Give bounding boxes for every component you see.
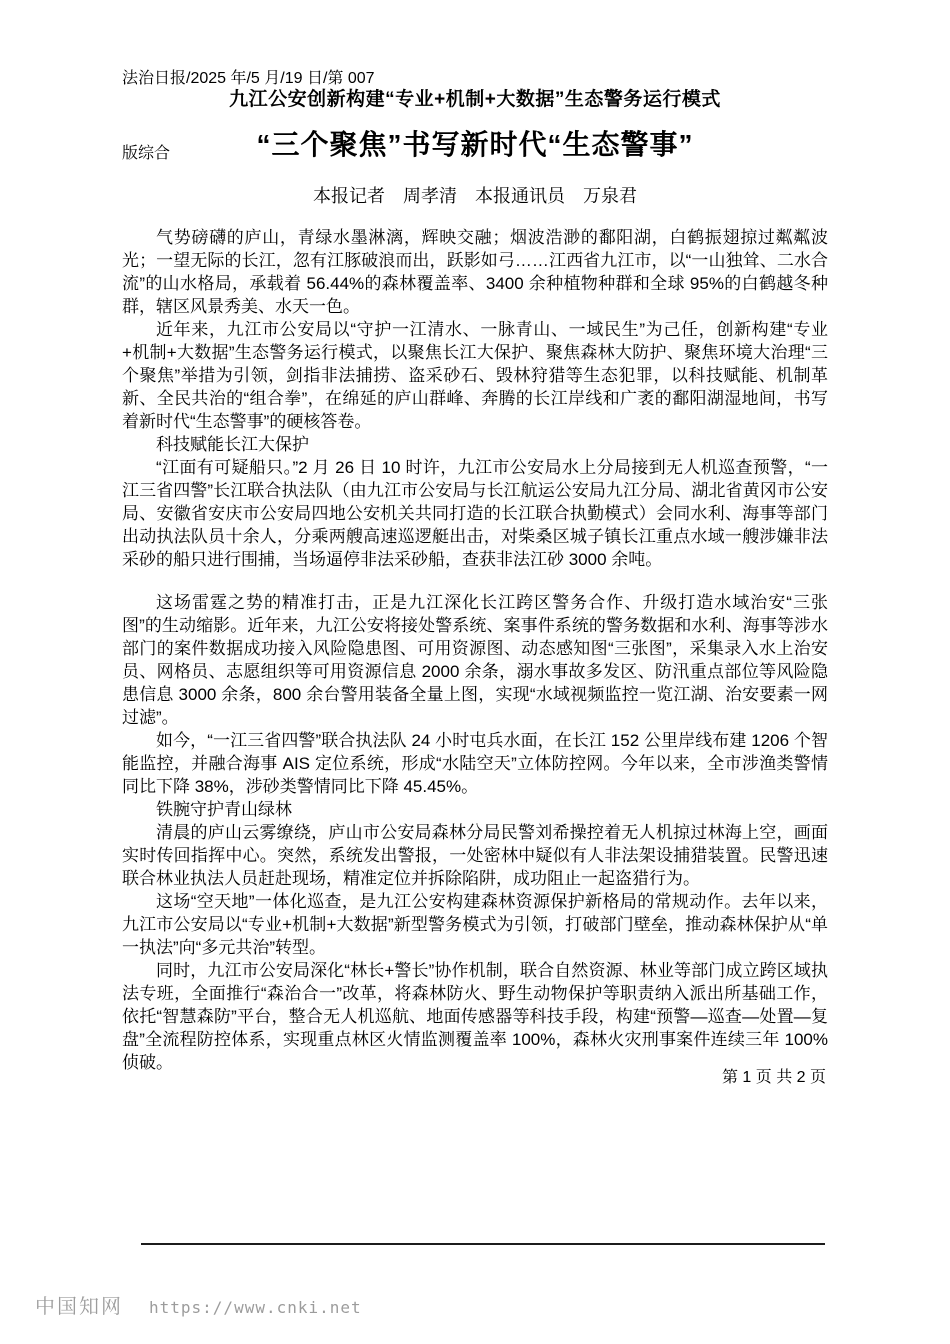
paragraph: 清晨的庐山云雾缭绕，庐山市公安局森林分局民警刘希操控着无人机掠过林海上空，画面实时传回指挥中心。突然，系统发出警报，一处密林中疑似有人非法架设捕猎装置。民警迅速联合林业执法人员赶赴现场，精准定位并拆除陷阱，成功阻止一起盗猎行为。 bbox=[122, 823, 828, 888]
article-body bbox=[122, 226, 828, 1074]
page-indicator: 第 1 页 共 2 页 bbox=[721, 1069, 826, 1086]
cnki-url: https://www.cnki.net bbox=[149, 1298, 362, 1317]
cnki-brand: 中国知网 bbox=[35, 1296, 123, 1318]
cnki-watermark bbox=[35, 1290, 362, 1319]
paragraph: 如今，“一江三省四警”联合执法队 24 小时屯兵水面，在长江 152 公里岸线布建 1206 个智能监控，并融合海事 AIS 定位系统，形成“水陆空天”立体防控网。今年以来，全市涉渔类警情同比下降 38%，涉砂类警情同比下降 45.45%。 bbox=[122, 731, 828, 796]
paragraph: 近年来，九江市公安局以“守护一江清水、一脉青山、一域民生”为己任，创新构建“专业+机制+大数据”生态警务运行模式，以聚焦长江大保护、聚焦森林大防护、聚焦环境大治理“三个聚焦”举措为引领，剑指非法捕捞、盗采砂石、毁林狩猎等生态犯罪，以科技赋能、机制革新、全民共治的“组合拳”，在绵延的庐山群峰、奔腾的长江岸线和广袤的鄱阳湖湿地间，书写着新时代“生态警事”的硬核答卷。 bbox=[122, 320, 828, 431]
paragraph: “江面有可疑船只。”2 月 26 日 10 时许，九江市公安局水上分局接到无人机巡查预警，“一江三省四警”长江联合执法队（由九江市公安局与长江航运公安局九江分局、湖北省黄冈市公安局、安徽省安庆市公安局四地公安机关共同打造的长江联合执勤模式）会同水利、海事等部门出动执法队员十余人，分乘两艘高速巡逻艇出击，对柴桑区城子镇长江重点水域一艘涉嫌非法采砂的船只进行围捕，当场逼停非法采砂船，查获非法江砂 3000 余吨。 bbox=[122, 458, 828, 569]
footer-divider bbox=[141, 1243, 825, 1245]
paragraph: 气势磅礴的庐山，青绿水墨淋漓，辉映交融；烟波浩渺的鄱阳湖，白鹤振翅掠过粼粼波光；一望无际的长江，忽有江豚破浪而出，跃影如弓……江西省九江市，以“一山独耸、二水合流”的山水格局，承载着 56.44%的森林覆盖率、3400 余种植物种群和全球 95%的白鹤越冬种群，辖区风景秀美、水天一色。 bbox=[122, 228, 828, 316]
section-heading: 科技赋能长江大保护 bbox=[156, 435, 309, 454]
paragraph: 这场“空天地”一体化巡查，是九江公安构建森林资源保护新格局的常规动作。去年以来，九江市公安局以“专业+机制+大数据”新型警务模式为引领，打破部门壁垒，推动森林保护从“单一执法”向“多元共治”转型。 bbox=[122, 892, 828, 957]
newspaper-source-line1: 法治日报/2025 年/5 月/19 日/第 007 bbox=[122, 70, 375, 87]
article-title: “三个聚焦”书写新时代“生态警事” bbox=[256, 129, 694, 160]
newspaper-source-line2: 版综合 bbox=[122, 145, 171, 162]
section-heading: 铁腕守护青山绿林 bbox=[156, 800, 292, 819]
paragraph: 同时，九江市公安局深化“林长+警长”协作机制，联合自然资源、林业等部门成立跨区域执法专班，全面推行“森治合一”改革，将森林防火、野生动物保护等职责纳入派出所基础工作，依托“智慧森防”平台，整合无人机巡航、地面传感器等科技手段，构建“预警—巡查—处置—复盘”全流程防控体系，实现重点林区火情监测覆盖率 100%，森林火灾刑事案件连续三年 100%侦破。 bbox=[122, 961, 828, 1072]
kicker-title: 九江公安创新构建“专业+机制+大数据”生态警务运行模式 bbox=[229, 89, 721, 110]
paragraph: 这场雷霆之势的精准打击，正是九江深化长江跨区警务合作、升级打造水域治安“三张图”的生动缩影。近年来，九江公安将接处警系统、案事件系统的警务数据和水利、海事等涉水部门的案件数据成功接入风险隐患图、可用资源图、动态感知图“三张图”，采集录入水上治安员、网格员、志愿组织等可用资源信息 2000 余条，溺水事故多发区、防汛重点部位等风险隐患信息 3000 余条，800 余台警用装备全量上图，实现“水域视频监控一览江湖、治安要素一网过滤”。 bbox=[122, 593, 828, 727]
byline: 本报记者 周孝清 本报通讯员 万泉君 bbox=[313, 186, 637, 206]
